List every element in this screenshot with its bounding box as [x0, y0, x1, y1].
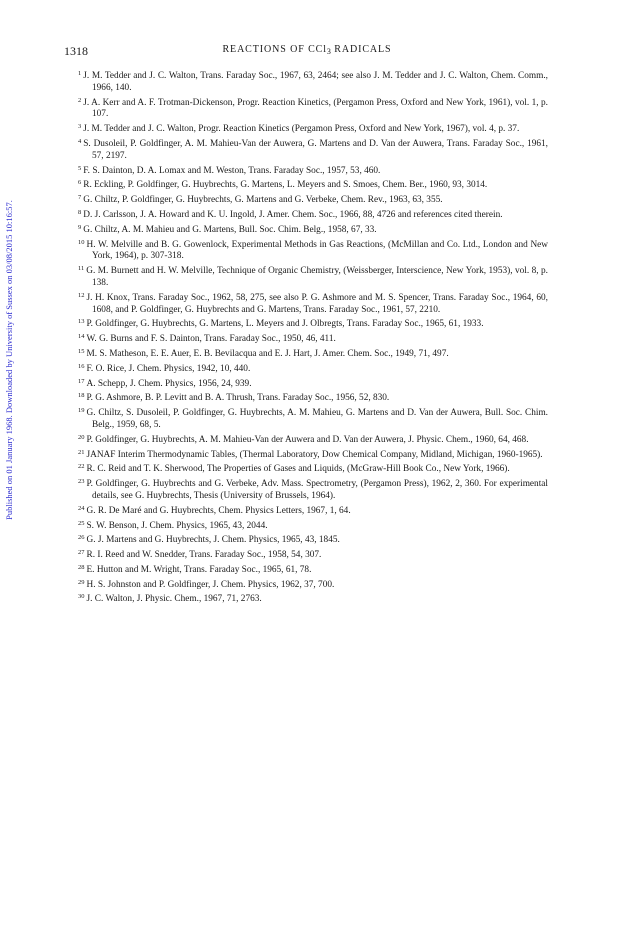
reference-number: 25: [78, 519, 85, 527]
reference-number: 11: [78, 265, 85, 273]
reference-text: P. Goldfinger, G. Huybrechts and G. Verbeke, Adv. Mass. Spectrometry, (Pergamon Press), 1962, 2, 360. For experimental details, see G. Huybrechts, Thesis (University of Brussels, 1964).: [86, 479, 548, 501]
reference-item: [78, 518, 548, 533]
reference-text: G. Chiltz, S. Dusoleil, P. Goldfinger, G. Huybrechts, A. M. Mahieu, G. Martens and D. Van der Auwera, Bull. Soc. Chim. Belg., 1959, 68, 5.: [86, 408, 548, 430]
reference-text: P. Goldfinger, G. Huybrechts, G. Martens, L. Meyers and J. Olbregts, Trans. Faraday Soc., 1965, 61, 1933.: [86, 319, 484, 330]
reference-number: 24: [78, 504, 85, 512]
reference-item: [78, 331, 548, 346]
download-watermark-text: Published on 01 January 1968. Downloaded by University of Sussex on 03/08/2015 10:16:57.: [4, 200, 14, 520]
reference-number: 10: [78, 238, 85, 246]
reference-item: [78, 591, 548, 606]
reference-number: 12: [78, 291, 85, 299]
page-number: 1318: [64, 44, 88, 58]
reference-item: [78, 503, 548, 518]
reference-item: [78, 121, 548, 136]
reference-number: 21: [78, 448, 85, 456]
reference-item: [78, 532, 548, 547]
reference-item: [78, 68, 548, 95]
reference-text: M. S. Matheson, E. E. Auer, E. B. Bevilacqua and E. J. Hart, J. Amer. Chem. Soc., 1949, 71, 497.: [86, 348, 449, 359]
reference-number: 2: [78, 96, 82, 104]
reference-item: [78, 192, 548, 207]
reference-item: [78, 222, 548, 237]
reference-number: 7: [78, 194, 82, 202]
reference-number: 20: [78, 433, 85, 441]
reference-text: D. J. Carlsson, J. A. Howard and K. U. Ingold, J. Amer. Chem. Soc., 1966, 88, 4726 and references cited therein.: [83, 209, 503, 220]
reference-item: [78, 577, 548, 592]
reference-text: S. W. Benson, J. Chem. Physics, 1965, 43, 2044.: [86, 520, 268, 531]
reference-item: [78, 207, 548, 222]
reference-item: [78, 461, 548, 476]
reference-text: R. Eckling, P. Goldfinger, G. Huybrechts, G. Martens, L. Meyers and S. Smoes, Chem. Ber., 1960, 93, 3014.: [83, 180, 488, 191]
reference-item: [78, 263, 548, 290]
reference-number: 22: [78, 463, 85, 471]
reference-number: 3: [78, 123, 82, 131]
reference-number: 15: [78, 347, 85, 355]
reference-text: E. Hutton and M. Wright, Trans. Faraday Soc., 1965, 61, 78.: [86, 564, 312, 575]
reference-item: [78, 390, 548, 405]
running-title-prefix: REACTIONS OF CCl: [222, 44, 327, 55]
reference-text: J. C. Walton, J. Physic. Chem., 1967, 71, 2763.: [86, 594, 262, 605]
reference-number: 8: [78, 208, 82, 216]
reference-number: 19: [78, 407, 85, 415]
reference-text: P. G. Ashmore, B. P. Levitt and B. A. Thrush, Trans. Faraday Soc., 1956, 52, 830.: [86, 393, 390, 404]
reference-item: [78, 95, 548, 122]
reference-item: [78, 376, 548, 391]
reference-text: P. Goldfinger, G. Huybrechts, A. M. Mahieu-Van der Auwera and D. Van der Auwera, J. Physic. Chem., 1960, 64, 468.: [86, 434, 529, 445]
reference-text: G. J. Martens and G. Huybrechts, J. Chem. Physics, 1965, 43, 1845.: [86, 535, 340, 546]
reference-text: S. Dusoleil, P. Goldfinger, A. M. Mahieu-Van der Auwera, G. Martens and D. Van der Auwera, Trans. Faraday Soc., 1961, 57, 2197.: [83, 138, 548, 161]
reference-number: 16: [78, 362, 85, 370]
reference-item: [78, 547, 548, 562]
reference-text: R. I. Reed and W. Snedder, Trans. Faraday Soc., 1958, 54, 307.: [86, 550, 322, 561]
reference-text: R. C. Reid and T. K. Sherwood, The Properties of Gases and Liquids, (McGraw-Hill Book Co., New York, 1966).: [86, 464, 510, 475]
reference-number: 27: [78, 549, 85, 557]
reference-item: [78, 447, 548, 462]
reference-text: W. G. Burns and F. S. Dainton, Trans. Faraday Soc., 1950, 46, 411.: [86, 334, 336, 345]
reference-item: [78, 316, 548, 331]
running-title-subscript: 3: [326, 47, 331, 56]
reference-item: [78, 405, 548, 432]
reference-text: F. S. Dainton, D. A. Lomax and M. Weston, Trans. Faraday Soc., 1957, 53, 460.: [83, 165, 381, 176]
reference-text: J. M. Tedder and J. C. Walton, Trans. Faraday Soc., 1967, 63, 2464; see also J. M. Tedder and J. C. Walton, Chem. Comm., 1966, 140.: [83, 71, 548, 93]
reference-text: A. Schepp, J. Chem. Physics, 1956, 24, 939.: [86, 378, 252, 389]
reference-number: 9: [78, 223, 82, 231]
reference-text: J. H. Knox, Trans. Faraday Soc., 1962, 58, 275, see also P. G. Ashmore and M. S. Spencer, Trans. Faraday Soc., 1964, 60, 1608, and P. Goldfinger, G. Huybrechts and G. Martens, Trans. Faraday Soc., 1961, 57, 2210.: [86, 292, 548, 315]
reference-list: [78, 68, 548, 606]
reference-item: [78, 432, 548, 447]
reference-text: H. W. Melville and B. G. Gowenlock, Experimental Methods in Gas Reactions, (McMillan and Co. Ltd., London and New York, 1964), p. 307-318.: [86, 239, 548, 262]
reference-text: F. O. Rice, J. Chem. Physics, 1942, 10, 440.: [86, 363, 251, 374]
reference-number: 14: [78, 333, 85, 341]
reference-number: 17: [78, 377, 85, 385]
reference-number: 5: [78, 164, 82, 172]
reference-number: 13: [78, 318, 85, 326]
reference-text: H. S. Johnston and P. Goldfinger, J. Chem. Physics, 1962, 37, 700.: [86, 579, 335, 590]
reference-number: 30: [78, 593, 85, 601]
reference-item: [78, 346, 548, 361]
reference-text: JANAF Interim Thermodynamic Tables, (Thermal Laboratory, Dow Chemical Company, Midland, Michigan, 1960-1965).: [86, 449, 543, 460]
reference-text: G. M. Burnett and H. W. Melville, Technique of Organic Chemistry, (Weissberger, Interscience, New York, 1953), vol. 8, p. 138.: [86, 266, 548, 288]
reference-text: J. A. Kerr and A. F. Trotman-Dickenson, Progr. Reaction Kinetics, (Pergamon Press, Oxford and New York, 1961), vol. 1, p. 107.: [83, 97, 548, 120]
download-watermark: [2, 150, 16, 570]
reference-number: 6: [78, 179, 82, 187]
reference-text: J. M. Tedder and J. C. Walton, Progr. Reaction Kinetics (Pergamon Press, Oxford and New York, 1967), vol. 4, p. 37.: [83, 124, 520, 135]
reference-number: 18: [78, 392, 85, 400]
reference-number: 23: [78, 478, 85, 486]
reference-item: [78, 290, 548, 317]
reference-item: [78, 136, 548, 163]
page-header: [64, 44, 550, 60]
reference-text: G. Chiltz, P. Goldfinger, G. Huybrechts, G. Martens and G. Verbeke, Chem. Rev., 1963, 63, 355.: [83, 195, 443, 206]
running-title-suffix: RADICALS: [330, 44, 392, 55]
reference-item: [78, 361, 548, 376]
reference-text: G. Chiltz, A. M. Mahieu and G. Martens, Bull. Soc. Chim. Belg., 1958, 67, 33.: [83, 224, 377, 235]
reference-number: 26: [78, 534, 85, 542]
reference-item: [78, 163, 548, 178]
reference-number: 28: [78, 563, 85, 571]
running-title: [64, 44, 550, 56]
reference-text: G. R. De Maré and G. Huybrechts, Chem. Physics Letters, 1967, 1, 64.: [86, 505, 351, 516]
reference-number: 1: [78, 70, 82, 77]
reference-number: 4: [78, 137, 82, 145]
reference-item: [78, 237, 548, 264]
reference-item: [78, 177, 548, 192]
reference-item: [78, 562, 548, 577]
reference-item: [78, 476, 548, 503]
reference-number: 29: [78, 578, 85, 586]
